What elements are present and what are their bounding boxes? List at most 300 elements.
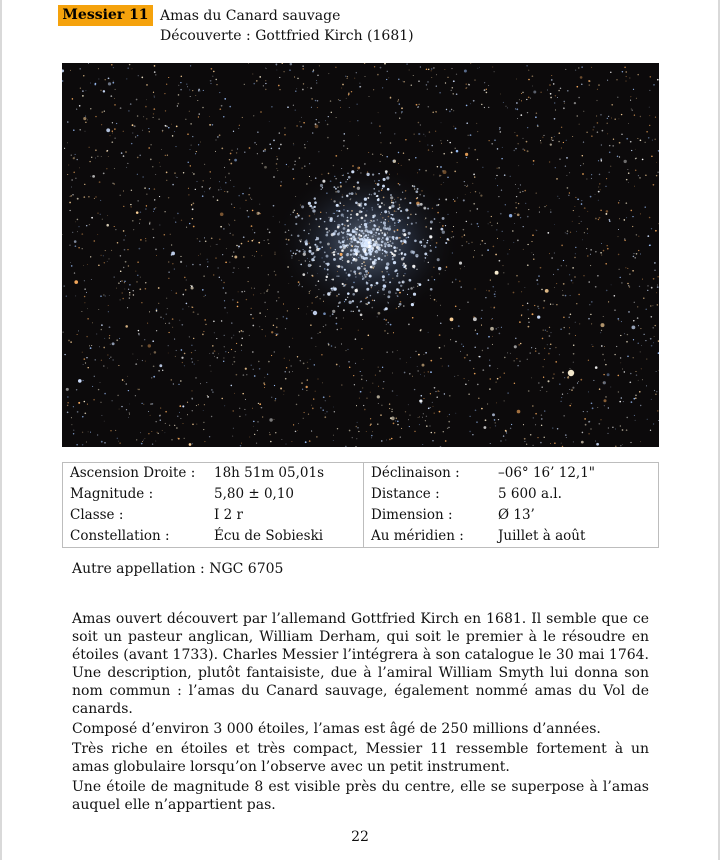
star [137,389,138,390]
star [77,219,79,221]
star [489,378,491,380]
star [204,404,205,405]
star [564,377,565,378]
star [316,296,318,298]
star [442,170,444,172]
star [583,411,584,412]
star [315,285,316,286]
star [462,245,463,246]
star [453,110,454,111]
star [346,98,347,99]
star [95,149,97,151]
star [352,235,355,238]
star [409,373,411,375]
star [125,325,128,328]
star [350,270,351,271]
star [132,132,133,133]
star [284,358,285,359]
star [91,217,93,219]
star [203,90,204,91]
star [428,332,429,333]
star [298,308,299,309]
star [213,71,215,73]
star [334,411,335,412]
star [74,280,78,284]
star [224,307,226,309]
star [177,438,178,439]
star [445,82,446,83]
star [469,416,470,417]
star [216,338,217,339]
star [649,125,650,126]
star [370,258,372,260]
star [373,214,376,217]
star [100,382,101,383]
star [467,185,468,186]
star [339,301,341,303]
star [403,153,404,154]
star [595,286,597,288]
star [245,399,246,400]
star [241,350,242,351]
star [183,423,184,424]
star [420,329,421,330]
star [245,368,247,370]
star [597,407,598,408]
star [261,407,262,408]
star [168,271,170,273]
star [84,184,85,185]
star [198,144,199,145]
star [342,195,343,196]
star [103,255,104,256]
star [135,363,137,365]
star [377,424,378,425]
star [152,166,153,167]
star [377,74,379,76]
star [251,199,252,200]
star [323,294,324,295]
star [561,265,562,266]
star [224,335,225,336]
star [92,323,93,324]
star [412,376,413,377]
star [578,294,579,295]
star [145,282,146,283]
star [352,257,353,258]
star [397,350,398,351]
star [353,375,354,376]
star [203,331,204,332]
star [572,221,573,222]
star [409,426,410,427]
star [533,259,534,260]
star [134,125,136,127]
star [128,390,129,391]
star [295,431,297,433]
star [348,233,350,235]
star [364,198,366,200]
star [435,131,436,132]
star [225,177,226,178]
star [444,345,445,346]
star [77,198,79,200]
star [637,306,638,307]
star [491,216,492,217]
star [296,88,297,89]
star [569,274,570,275]
star [517,365,519,367]
star [398,79,400,81]
star [343,284,345,286]
star [485,297,486,298]
star [631,210,633,212]
star [283,394,284,395]
star [279,89,280,90]
star [365,276,367,278]
star [395,112,397,114]
star [248,216,250,218]
star [632,110,633,111]
star [405,242,407,244]
star [223,116,224,117]
star [234,268,235,269]
star [397,421,399,423]
star [286,164,287,165]
star [259,368,261,370]
star [324,416,326,418]
star [78,247,79,248]
star [121,280,122,281]
star [156,421,157,422]
star [401,107,403,109]
star [542,338,544,340]
star [307,141,308,142]
star [153,376,155,378]
star [366,288,369,291]
star [581,441,584,444]
star [296,249,298,251]
star [215,151,216,152]
star [122,298,124,300]
star [413,186,415,188]
star [644,334,645,335]
star [122,379,124,381]
star [521,100,522,101]
star [387,242,388,243]
star [289,360,290,361]
star [394,133,395,134]
star [591,178,592,179]
star [650,430,651,431]
star [337,329,339,331]
star [419,169,421,171]
star [191,352,192,353]
star [252,351,254,353]
star [389,206,392,209]
star [167,308,168,309]
star [627,283,629,285]
star [334,221,335,222]
star [97,434,98,435]
star [507,392,508,393]
star [649,115,650,116]
star [130,206,131,207]
star [441,143,442,144]
star [631,325,635,329]
star [391,411,392,412]
star [427,255,428,256]
star [575,206,576,207]
star [427,89,428,90]
star [343,245,346,248]
star [234,207,235,208]
star [233,410,234,411]
star [475,191,476,192]
star [192,218,193,219]
star [418,370,419,371]
star [396,247,397,248]
star [441,184,442,185]
star [289,371,290,372]
star [226,248,227,249]
star [305,441,307,443]
star [275,63,277,65]
star [167,155,168,156]
star [390,240,391,241]
star [253,426,254,427]
star [650,76,652,78]
star [551,79,552,80]
star [422,239,424,241]
star [75,295,76,296]
star [419,194,421,196]
star [218,189,220,191]
star [311,275,313,277]
star [358,242,360,244]
star [622,429,624,431]
star [465,153,468,156]
star [259,403,261,405]
star [539,212,540,213]
star [452,87,454,89]
star [633,339,634,340]
class-label: Classe : [70,507,124,523]
star [142,403,143,404]
star [391,214,392,215]
star [314,214,315,215]
star [295,110,296,111]
star [584,418,586,420]
star [374,259,377,262]
star [430,245,431,246]
star [346,236,347,237]
star [424,376,425,377]
star [412,265,415,268]
star [198,89,200,91]
star [325,120,326,121]
star [532,405,534,407]
star [367,172,368,173]
star [570,368,571,369]
star [233,335,234,336]
star [305,260,306,261]
star [619,269,620,270]
star [375,232,377,234]
star [568,317,570,319]
star [370,220,372,222]
star [193,173,195,175]
star [153,92,154,93]
star [387,295,390,298]
star [496,402,497,403]
star [330,315,331,316]
star [378,312,381,315]
star [109,338,110,339]
star [299,240,300,241]
star [609,152,611,154]
star [559,383,561,385]
star [406,362,407,363]
star [300,121,301,122]
star [174,172,176,174]
star [498,196,499,197]
star [300,264,302,266]
star [411,223,413,225]
star [154,71,156,73]
star [271,148,273,150]
star [298,285,299,286]
star [437,390,439,392]
star [114,128,115,129]
star [339,100,340,101]
star [90,176,91,177]
star [358,330,359,331]
star [276,300,277,301]
star [74,240,77,243]
star [427,208,429,210]
star [537,306,539,308]
star [257,153,258,154]
star [638,175,639,176]
star [581,200,582,201]
star [651,228,652,229]
star [414,188,415,189]
star [149,223,150,224]
star [141,345,143,347]
star [192,264,194,266]
magnitude-value: 5,80 ± 0,10 [214,486,295,502]
star [306,390,307,391]
star [417,188,419,190]
star [338,265,341,268]
star [100,255,101,256]
star [332,310,335,313]
star [325,234,328,237]
star [137,115,139,117]
star [468,135,469,136]
star [162,370,163,371]
star [315,123,317,125]
star [448,365,449,366]
star [647,235,649,237]
star [149,311,150,312]
star [317,378,318,379]
star [454,200,455,201]
star [113,276,114,277]
star [563,283,565,285]
star [539,207,540,208]
star [499,260,501,262]
star [380,222,381,223]
star [298,423,299,424]
star [320,298,321,299]
star [382,87,383,88]
star [81,233,83,235]
star [341,231,342,232]
star [300,241,302,243]
star [349,193,351,195]
star [288,230,289,231]
star [463,199,465,201]
star [631,108,632,109]
star [403,263,405,265]
star [427,240,428,241]
star [139,288,141,290]
star [83,265,84,266]
star [593,126,594,127]
star [264,302,266,304]
star [298,281,300,283]
star [273,205,275,207]
star [224,167,225,168]
star [103,90,105,92]
star [575,253,576,254]
star [535,413,537,415]
star [192,390,193,391]
star [200,254,201,255]
star [596,115,597,116]
star [424,261,425,262]
star [378,403,379,404]
star [451,237,452,238]
star [571,403,572,404]
star [489,360,490,361]
star [203,429,204,430]
star [164,211,165,212]
star [124,249,126,251]
star [377,228,380,231]
star [143,404,144,405]
star [365,214,367,216]
star [576,86,578,88]
star [481,310,482,311]
star [180,89,182,91]
description [72,610,649,814]
star [404,273,405,274]
star [377,238,380,241]
star [309,163,310,164]
star [108,305,109,306]
star [186,279,187,280]
star [133,294,134,295]
star [153,211,154,212]
star [346,272,347,273]
star [257,430,258,431]
star [544,206,545,207]
star [321,174,322,175]
star [84,412,86,414]
